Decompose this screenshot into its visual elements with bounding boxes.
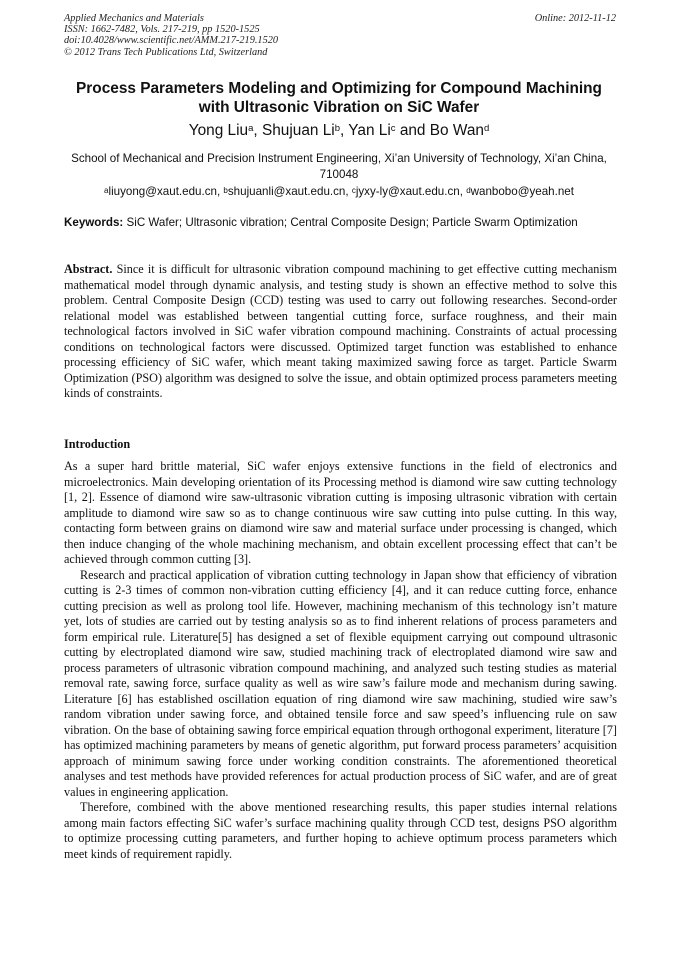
author-sup: d [483, 123, 490, 134]
email-sup: d [466, 186, 471, 195]
journal-doi: doi:10.4028/www.scientific.net/AMM.217-219.1520 [64, 35, 279, 47]
author-name: Yong Liu [188, 122, 249, 139]
paper-title [40, 80, 638, 117]
author-sup: c [390, 123, 396, 134]
author-and: and [399, 122, 426, 139]
keywords-text: SiC Wafer; Ultrasonic vibration; Central Composite Design; Particle Swarm Optimization [126, 216, 578, 229]
affiliation: School of Mechanical and Precision Instrument Engineering, Xi’an University of Technology, Xi’an China, 710048 [71, 152, 607, 181]
keywords-label: Keywords: [64, 216, 124, 229]
email-list [40, 185, 638, 199]
journal-issn: ISSN: 1662-7482, Vols. 217-219, pp 1520-1525 [64, 24, 260, 36]
email-address: shujuanli@xaut.edu.cn, [227, 185, 349, 198]
author-name: Yan Li [348, 122, 391, 139]
author-name: Shujuan Li [261, 122, 335, 139]
author-list: Yong Liu$^a$, Shujuan Li$^b$, Yan Li$^c$ and Bo Wan$^d$ [188, 122, 490, 139]
email-address: jyxy-ly@xaut.edu.cn, [355, 185, 463, 198]
abstract [64, 262, 617, 402]
abstract-label: Abstract. [64, 262, 113, 276]
email-address: wanbobo@yeah.net [470, 185, 574, 198]
title-line-1: Process Parameters Modeling and Optimizing for Compound Machining [76, 80, 602, 97]
author-sup: a [248, 123, 254, 134]
section-heading: Introduction [64, 437, 131, 451]
journal-name: Applied Mechanics and Materials [64, 13, 204, 24]
email-sup: a [104, 186, 109, 195]
email-sup: c [351, 186, 356, 195]
keywords [64, 215, 617, 230]
title-line-2: with Ultrasonic Vibration on SiC Wafer [198, 98, 480, 116]
journal-copyright: © 2012 Trans Tech Publications Ltd, Switzerland [64, 46, 268, 58]
author-name: Bo Wan [429, 122, 484, 139]
email-address: liuyong@xaut.edu.cn, [108, 185, 221, 198]
journal-header [64, 13, 616, 58]
introduction-body [64, 459, 617, 862]
paragraph: Therefore, combined with the above mentioned researching results, this paper studies internal relations among main factors effecting SiC wafer’s surface machining quality through CCD test, designs PSO algorithm to optimize processing cutting parameters, and further hoping to achieve optimum process parameters which meet kinds of requirement rapidly. [64, 800, 617, 861]
paragraph: Research and practical application of vibration cutting technology in Japan show that efficiency of vibration cutting is 2-3 times of common non-vibration cutting efficiency [4], and it can reduce cutting force, enhance cutting precision as well as prolong tool life. However, machining mechanism of this technology isn’t mature yet, lots of studies are carried out by testing analysis so as to find inherent relations of process parameters and form empirical rule. Literature[5] has designed a set of flexible equipment carrying out compound ultrasonic cutting by electroplated diamond wire saw, studied machining track of electroplated diamond wire saw and process parameters of ultrasonic vibration compound machining, and analyzed such testing studies as material removal rate, sawing force, surface quality as well as wire saw’s failure mode and mechanism during sawing. Literature [6] has established oscillation equation of ring diamond wire saw machining, studied wire saw’s random vibration under sawing force, and obtained tensile force and saw speed’s influencing rule on saw vibration. On the base of obtaining sawing force empirical equation through orthogonal experiment, literature [7] has optimized machining parameters by means of genetic algorithm, put forward process parameters’ acquisition approach of minimum sawing force under working condition constraints. The aforementioned theoretical analyses and test methods have provided references for actual production process of SiC wafer, and are of great values in engineering application. [64, 567, 617, 799]
email-sup: b [223, 186, 228, 195]
paragraph: As a super hard brittle material, SiC wafer enjoys extensive functions in the field of electronics and microelectronics. Main developing orientation of its Processing method is diamond wire saw cutting technology [1, 2]. Essence of diamond wire saw-ultrasonic vibration cutting is imposing ultrasonic vibration with certain amplitude to diamond wire saw so as to change continuous wire saw cutting into pulse cutting. In this way, contacting form between grains on diamond wire saw and material surface under processing is changed, which then induce changing of the whole machining mechanism, and obtain excellent processing effect that can’t be achieved through common cutting [3]. [64, 459, 617, 566]
abstract-text: Since it is difficult for ultrasonic vibration compound machining to get effective cutting mechanism mathematical model through dynamic analysis, and testing study is shown an effective method to solve this problem. Central Composite Design (CCD) testing was used to carry out following researches. Second-order relational model was established between tangential cutting force, surface roughness, and their main technological factors involved in SiC wafer vibration compound machining. Constraints of actual processing conditions on technological factors were discussed. Optimized target function was established to enhance processing efficiency of SiC wafer, which meant taking maximized sawing force as target. Particle Swarm Optimization (PSO) algorithm was designed to solve the issue, and obtain optimized process parameters meeting kinds of constraints. [64, 262, 618, 400]
online-date: Online: 2012-11-12 [534, 13, 616, 24]
author-sup: b [334, 123, 340, 134]
